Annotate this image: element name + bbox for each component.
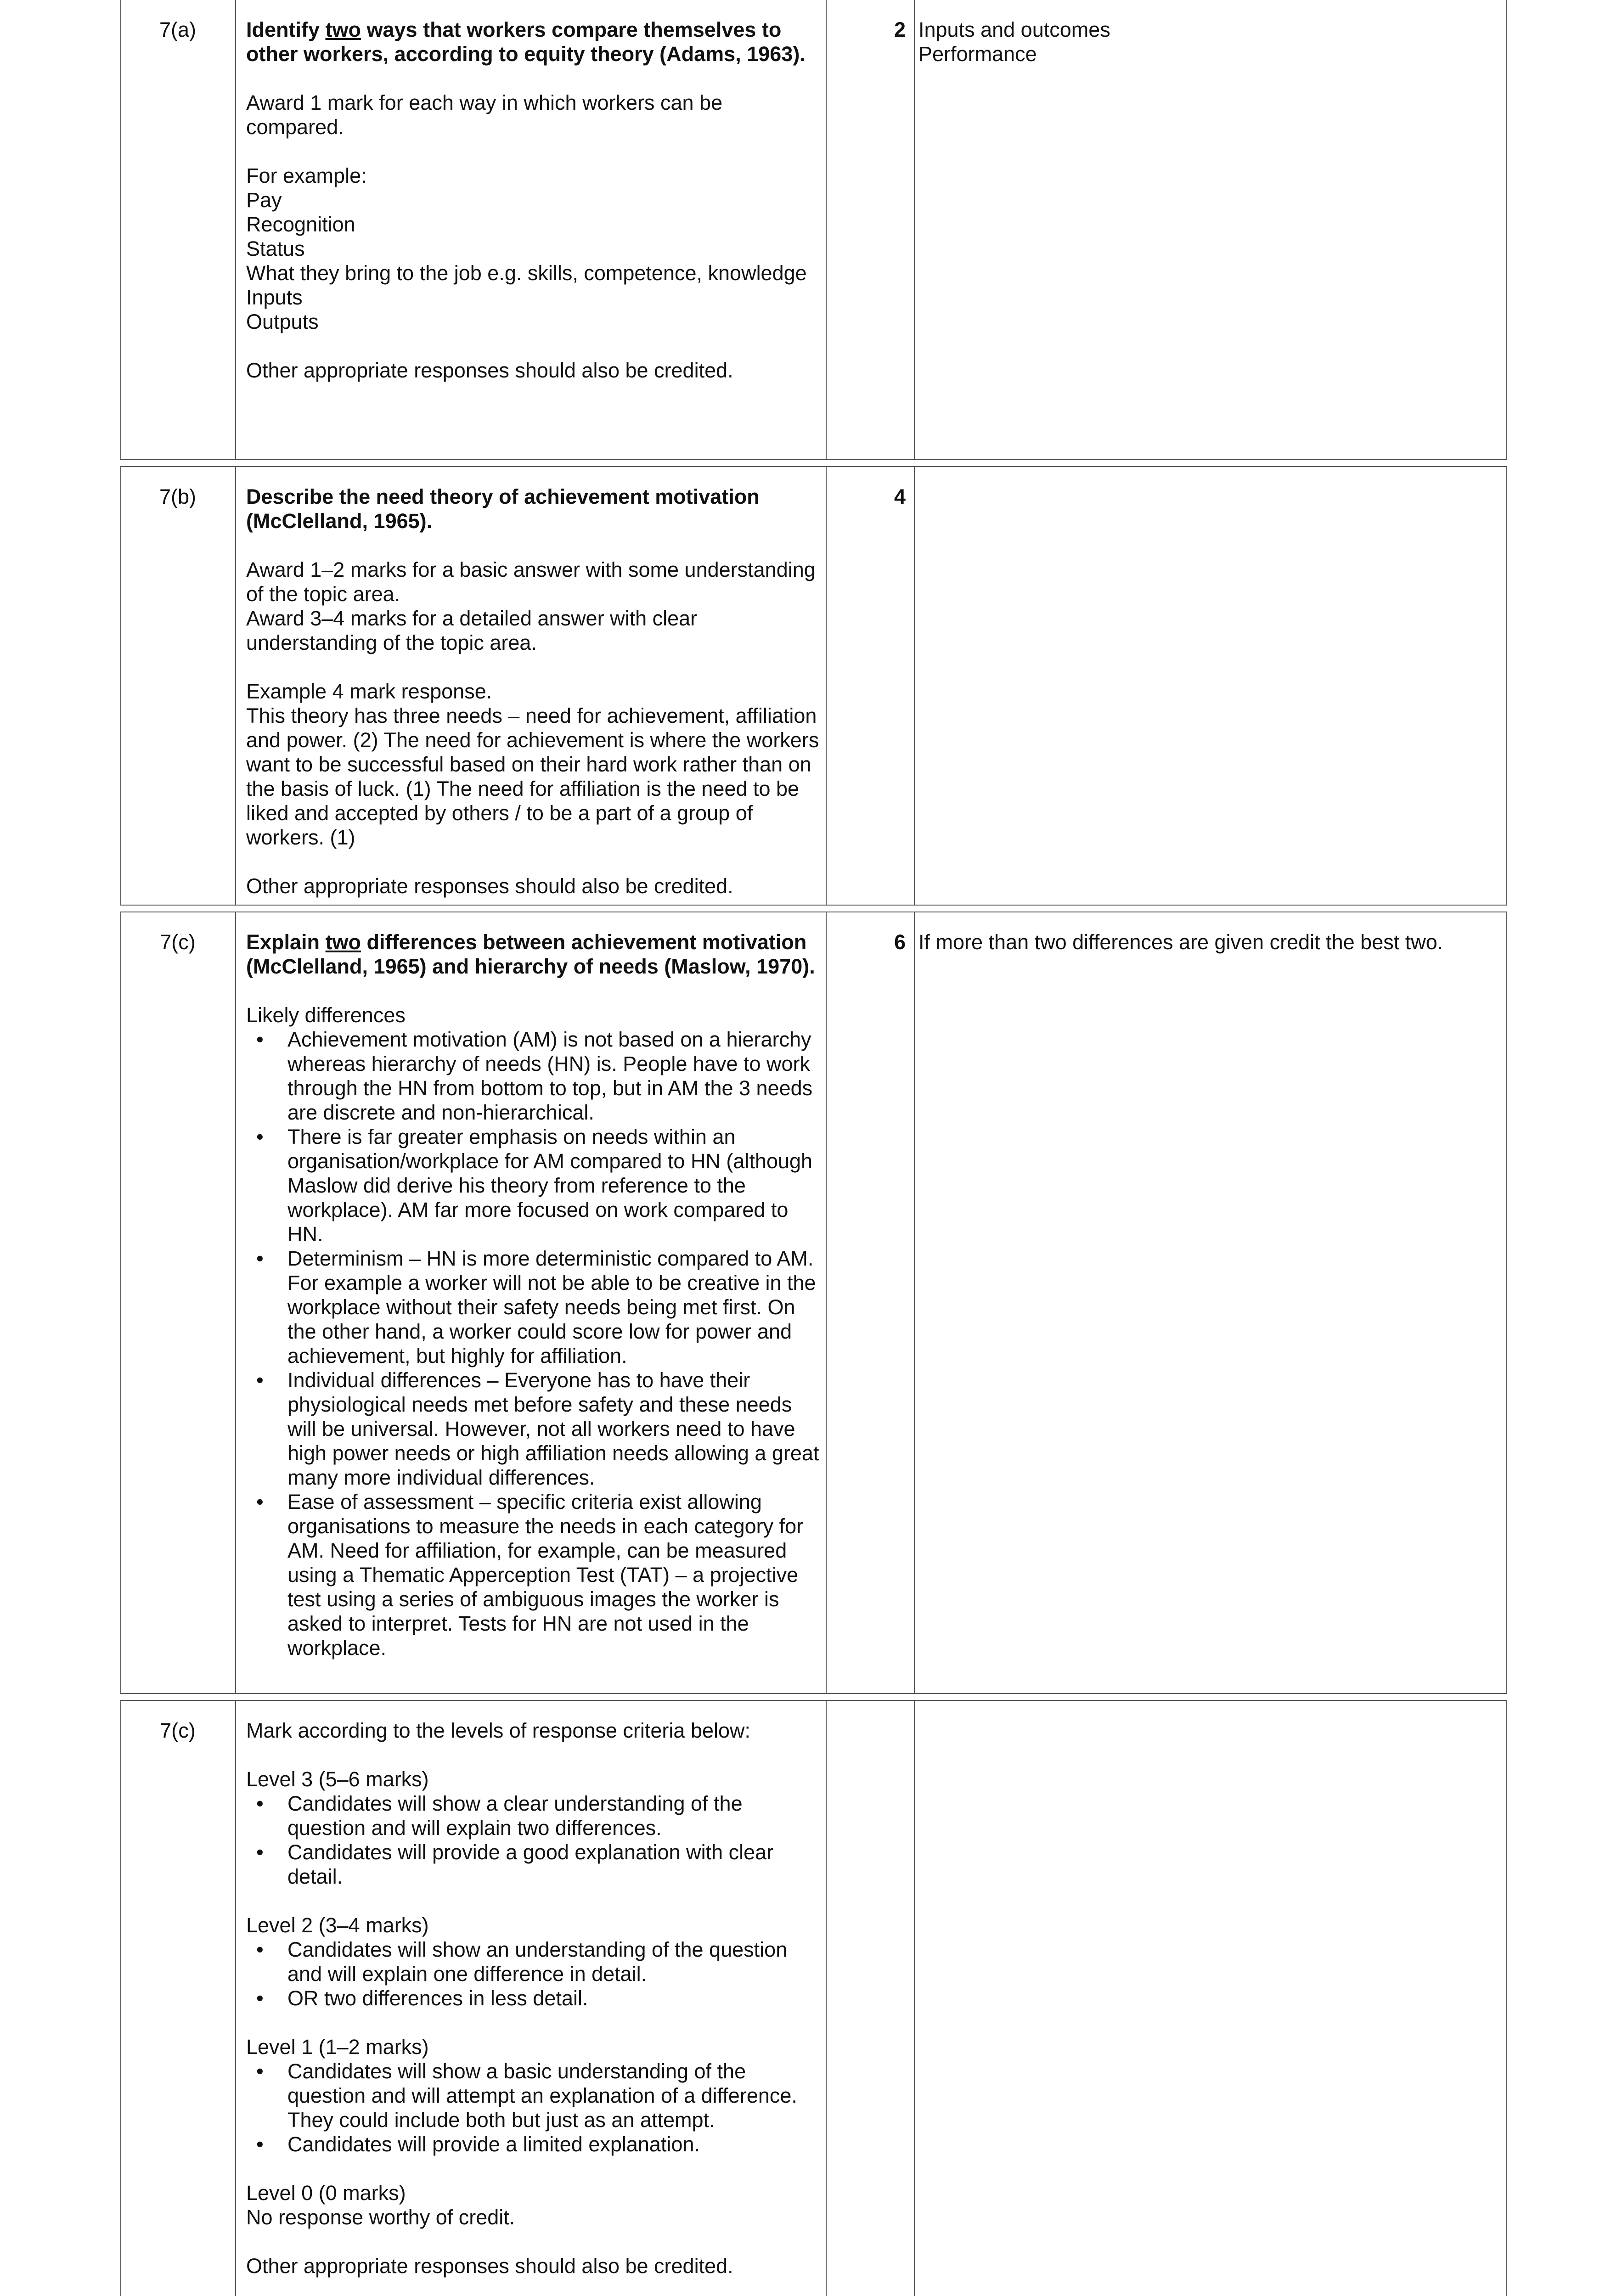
level-title: Level 3 (5–6 marks) [246, 1767, 429, 1791]
question-number: 7(a) [159, 18, 197, 41]
example-item: Outputs [246, 310, 319, 333]
marks-value: 6 [894, 930, 906, 954]
question-number: 7(c) [160, 930, 196, 954]
list-item: • Candidates will show an understanding of the question and will explain one difference in detail. [256, 1938, 788, 1986]
example-response: This theory has three needs – need for achievement, affiliation and power. (2) The need for achievement is where the workers want to be successful based on their hard work rather than on the basis of luck. (1) The need for affiliation is the need to be liked and accepted by others / to be a part of a group of workers. (1) [246, 704, 819, 849]
guidance-text: If more than two differences are given credit the best two. [918, 930, 1443, 954]
list-item: • Individual differences – Everyone has to have their physiological needs met before safety and these needs will be universal. However, not all workers need to have high power needs or high affiliation needs allowing a great many more individual differences. [256, 1368, 819, 1489]
row-separator [120, 1693, 1507, 1701]
credit-note: Other appropriate responses should also be credited. [246, 359, 733, 382]
list-item: • Candidates will provide a limited explanation. [256, 2133, 700, 2156]
mark-scheme-text: Likely differences [246, 1003, 406, 1027]
level-description: No response worthy of credit. [246, 2206, 515, 2229]
row-separator [120, 905, 1507, 912]
list-item: • Determinism – HN is more deterministic compared to AM. For example a worker will not be able to be creative in the workplace without their safety needs being met first. On the other hand, a worker could score low for power and achievement, but highly for affiliation. [256, 1247, 816, 1367]
list-item: • Candidates will show a basic understanding of the question and will attempt an explanation of a difference. They could include both but just as an attempt. [256, 2060, 797, 2132]
question-text: Explain two differences between achievement motivation (McClelland, 1965) and hierarchy of needs (Maslow, 1970). [246, 930, 815, 978]
list-item: • Candidates will show a clear understanding of the question and will explain two differences. [256, 1792, 743, 1840]
list-item: • Ease of assessment – specific criteria exist allowing organisations to measure the needs in each category for AM. Need for affiliation, for example, can be measured using a Thematic Apperception Test (TAT) – a projective test using a series of ambiguous images the worker is asked to interpret. Tests for HN are not used in the workplace. [256, 1490, 804, 1660]
mark-scheme-text: Mark according to the levels of response criteria below: [246, 1719, 751, 1742]
list-item: • Achievement motivation (AM) is not based on a hierarchy whereas hierarchy of needs (HN) is. People have to work through the HN from bottom to top, but in AM the 3 needs are discrete and non-hierarchical. [256, 1028, 813, 1124]
level-criteria [246, 1791, 820, 1889]
table-row [120, 467, 1507, 905]
list-item: • OR two differences in less detail. [256, 1986, 588, 2010]
marks-value: 2 [894, 18, 906, 41]
table-row [120, 1701, 1507, 2296]
level-title: Level 1 (1–2 marks) [246, 2035, 429, 2059]
marks-value: 4 [894, 485, 906, 508]
mark-scheme-text: Example 4 mark response. [246, 680, 492, 703]
marks-value [823, 1701, 906, 1718]
table-row [120, 912, 1507, 1693]
example-item: Pay [246, 188, 282, 212]
credit-note: Other appropriate responses should also be credited. [246, 2254, 733, 2278]
list-item: • There is far greater emphasis on needs within an organisation/workplace for AM compared to HN (although Maslow did derive his theory from reference to the workplace). AM far more focused on work compared to HN. [256, 1125, 813, 1246]
credit-note: Other appropriate responses should also be credited. [246, 874, 733, 898]
level-title: Level 0 (0 marks) [246, 2181, 406, 2205]
question-number: 7(b) [159, 485, 197, 508]
example-item: Recognition [246, 213, 355, 236]
answer-cell [246, 912, 820, 1660]
mark-scheme-text: Award 3–4 marks for a detailed answer with clear understanding of the topic area. [246, 607, 698, 654]
guidance-cell [918, 0, 1502, 66]
question-text: Describe the need theory of achievement motivation (McClelland, 1965). [246, 485, 760, 533]
guidance-cell [918, 467, 1502, 484]
row-separator [120, 459, 1507, 467]
level-criteria [246, 1937, 820, 2010]
guidance-cell [918, 1701, 1502, 1718]
mark-scheme-text: Award 1–2 marks for a basic answer with some understanding of the topic area. [246, 558, 816, 606]
mark-scheme-text: For example: [246, 164, 367, 187]
mark-scheme-text: Award 1 mark for each way in which workers can be compared. [246, 91, 723, 139]
guidance-text: Inputs and outcomes [918, 18, 1110, 41]
answer-cell [246, 467, 820, 898]
question-text: Identify two ways that workers compare themselves to other workers, according to equity theory (Adams, 1963). [246, 18, 806, 66]
example-item: What they bring to the job e.g. skills, competence, knowledge [246, 261, 807, 285]
list-item: • Candidates will provide a good explanation with clear detail. [256, 1840, 774, 1888]
question-number: 7(c) [160, 1719, 196, 1742]
level-title: Level 2 (3–4 marks) [246, 1913, 429, 1937]
guidance-text: Performance [918, 42, 1037, 66]
difference-list [246, 1027, 820, 1660]
answer-cell [246, 1701, 820, 2278]
level-criteria [246, 2059, 820, 2156]
guidance-cell [918, 912, 1502, 954]
answer-cell [246, 0, 820, 383]
example-item: Inputs [246, 286, 303, 309]
table-row [120, 0, 1507, 459]
example-item: Status [246, 237, 305, 260]
